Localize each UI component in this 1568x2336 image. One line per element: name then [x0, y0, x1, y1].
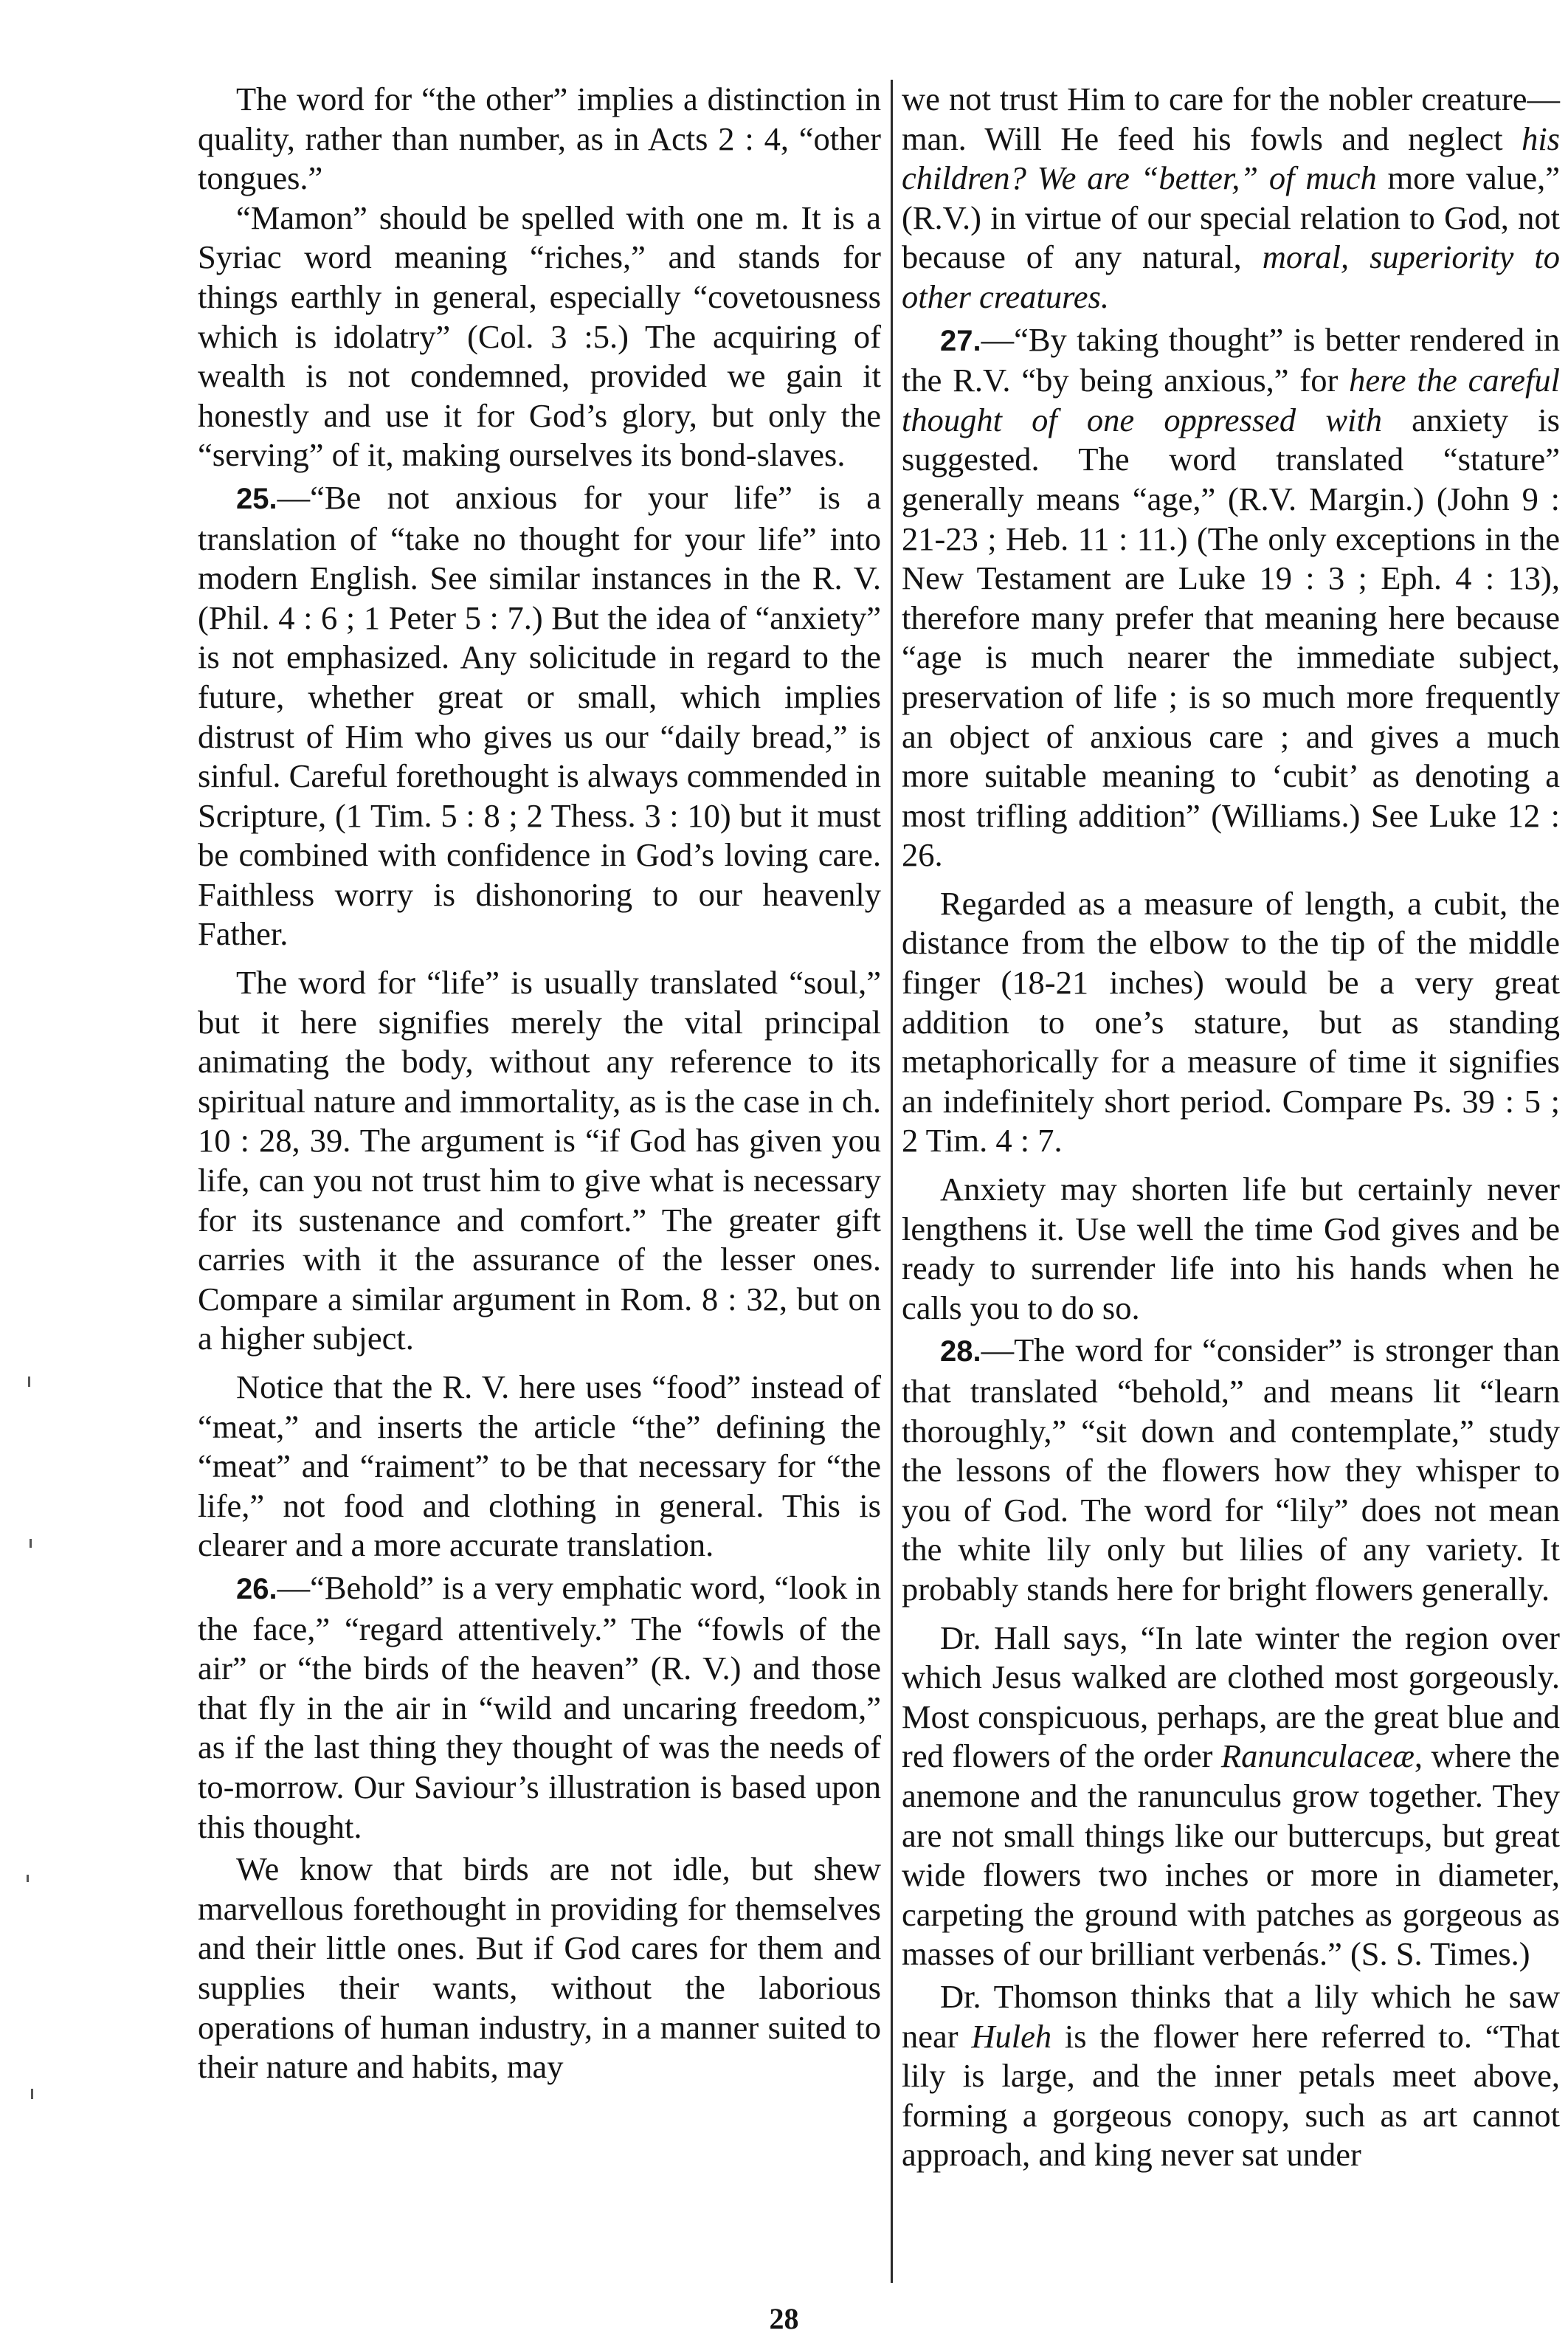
verse-28-text: —The word for “consider” is stronger than that translated “behold,” and means lit “learn thoroughly,” “sit down and contemplate,” study the lessons of the flowers how they whisper to you of God. The word for “lily” does not mean the white lily only but lilies of any variety. It probably stands here for bright flowers generally. — [902, 1331, 1560, 1608]
paragraph-anxiety: Anxiety may shorten life but certainly never lengthens it. Use well the time God gives and be ready to surrender life into his hands when he calls you to do so. — [902, 1171, 1560, 1326]
verse-26-text: —“Behold” is a very emphatic word, “look in the face,” “regard attentively.” The “fowls of the air” or “the birds of the heaven” (R. V.) and those that fly in the air in “wild and uncaring freedom,” as if the last thing they thought of was the needs of to-morrow. Our Saviour’s illustration is based upon this thought. — [198, 1568, 881, 1845]
verse-number-28: 28. — [940, 1335, 981, 1368]
scan-speck — [31, 2089, 33, 2099]
paragraph-continued — [902, 80, 1560, 317]
paragraph-cubit: Regarded as a measure of length, a cubit, the distance from the elbow to the tip of the middle finger (18-21 inches) would be a very great addition to one’s stature, but as standing metaphorically for a measure of time it signifies an indefinitely short period. Compare Ps. 39 : 5 ; 2 Tim. 4 : 7. — [902, 884, 1560, 1160]
continued-italic-1: his children? We are “better,” of much — [902, 120, 1560, 197]
verse-25-text: —“Be not anxious for your life” is a translation of “take no thought for your life” into modern English. See similar instances in the R. V. (Phil. 4 : 6 ; 1 Peter 5 : 7.) But the idea of “anxiety” is not emphasized. Any solicitude in regard to the future, whether great or small, which implies distrust of Him who gives us our “daily bread,” is sinful. Careful forethought is always commended in Scripture, (1 Tim. 5 : 8 ; 2 Thess. 3 : 10) but it must be combined with confidence in God’s loving care. Faithless worry is dishonoring to our heavenly Father. — [198, 478, 881, 953]
dr-thomson-text-2: is the flower here referred to. “That lily is large, and the inner petals meet above, forming a gorgeous conopy, such as art cannot approach, and king never sat under — [902, 2017, 1560, 2174]
continued-text-1: we not trust Him to care for the nobler creature—man. Will He feed his fowls and neglect — [902, 80, 1560, 157]
verse-27-italic: here the careful thought of one oppressed with — [902, 362, 1560, 438]
dr-thomson-italic: Huleh — [971, 2017, 1052, 2055]
paragraph-dr-thomson — [902, 1977, 1560, 2175]
verse-26-commentary — [198, 1568, 881, 1847]
verse-number-27: 27. — [940, 324, 981, 357]
scan-speck — [27, 1875, 29, 1882]
verse-27-text-1: —“By taking thought” is better rendered in the R.V. “by being anxious,” for — [902, 320, 1560, 399]
verse-27-text-2: anxiety is suggested. The word translated “stature” generally means “age,” (R.V. Margin.) (John 9 : 21-23 ; Heb. 11 : 11.) (The only exceptions in the New Testament are Luke 19 : 3 ; Eph. 4 : 13), therefore many prefer that meaning here because “age is much nearer the immediate subject, preservation of life ; is so much more frequently an object of anxious care ; and gives a much more suitable meaning to ‘cubit’ as denoting a most trifling addition” (Williams.) See Luke 12 : 26. — [902, 401, 1560, 874]
continued-italic-2: moral, superiority to other creatures. — [902, 238, 1560, 315]
verse-number-25: 25. — [236, 482, 277, 515]
continued-text-2: more value,” (R.V.) in virtue of our special relation to God, not because of any natural, — [902, 159, 1560, 276]
paragraph-food: Notice that the R. V. here uses “food” instead of “meat,” and inserts the article “the” defining the “meat” and “raiment” to be that necessary for “the life,” not food and clothing in general. This is clearer and a more accurate translation. — [198, 1368, 881, 1564]
verse-number-26: 26. — [236, 1572, 277, 1605]
right-column — [902, 80, 1560, 2175]
dr-thomson-text-1: Dr. Thomson thinks that a lily which he saw near — [902, 1977, 1560, 2055]
verse-27-commentary — [902, 320, 1560, 875]
column-divider — [891, 80, 893, 2283]
verse-28-commentary — [902, 1331, 1560, 1609]
paragraph-life: The word for “life” is usually translated “soul,” but it here signifies merely the vital principal animating the body, without any reference to its spiritual nature and immortality, as is the case in ch. 10 : 28, 39. The argument is “if God has given you life, can you not trust him to give what is necessary for its sustenance and comfort.” The greater gift carries with it the assurance of the lesser ones. Compare a similar argument in Rom. 8 : 32, but on a higher subject. — [198, 964, 881, 1357]
left-column — [198, 80, 881, 2087]
paragraph-the-other: The word for “the other” implies a distinction in quality, rather than number, as in Acts 2 : 4, “other tongues.” — [198, 80, 881, 197]
paragraph-mamon: “Mamon” should be spelled with one m. It is a Syriac word meaning “riches,” and stands for things earthly in general, especially “covetousness which is idolatry” (Col. 3 :5.) The acquiring of wealth is not condemned, provided we gain it honestly and use it for God’s glory, but only the “serving” of it, making ourselves its bond-slaves. — [198, 199, 881, 474]
dr-hall-italic: Ranunculaceæ — [1220, 1737, 1415, 1775]
paragraph-dr-hall — [902, 1619, 1560, 1974]
verse-25-commentary — [198, 478, 881, 954]
paragraph-birds: We know that birds are not idle, but shew marvellous forethought in providing for themselves and their little ones. But if God cares for them and supplies their wants, without the laborious operations of human industry, in a manner suited to their nature and habits, may — [198, 1850, 881, 2086]
scan-speck — [30, 1539, 32, 1548]
scan-speck — [28, 1377, 30, 1387]
dr-hall-text-2: , where the anemone and the ranunculus grow together. They are not small things like our buttercups, but great wide flowers two inches or more in diameter, carpeting the ground with patches as gorgeous as masses of our brilliant verbenás.” (S. S. Times.) — [902, 1737, 1560, 1973]
page-number: 28 — [769, 2302, 799, 2335]
dr-hall-text-1: Dr. Hall says, “In late winter the region over which Jesus walked are clothed most gorgeously. Most conspicuous, perhaps, are the great blue and red flowers of the order — [902, 1619, 1560, 1775]
